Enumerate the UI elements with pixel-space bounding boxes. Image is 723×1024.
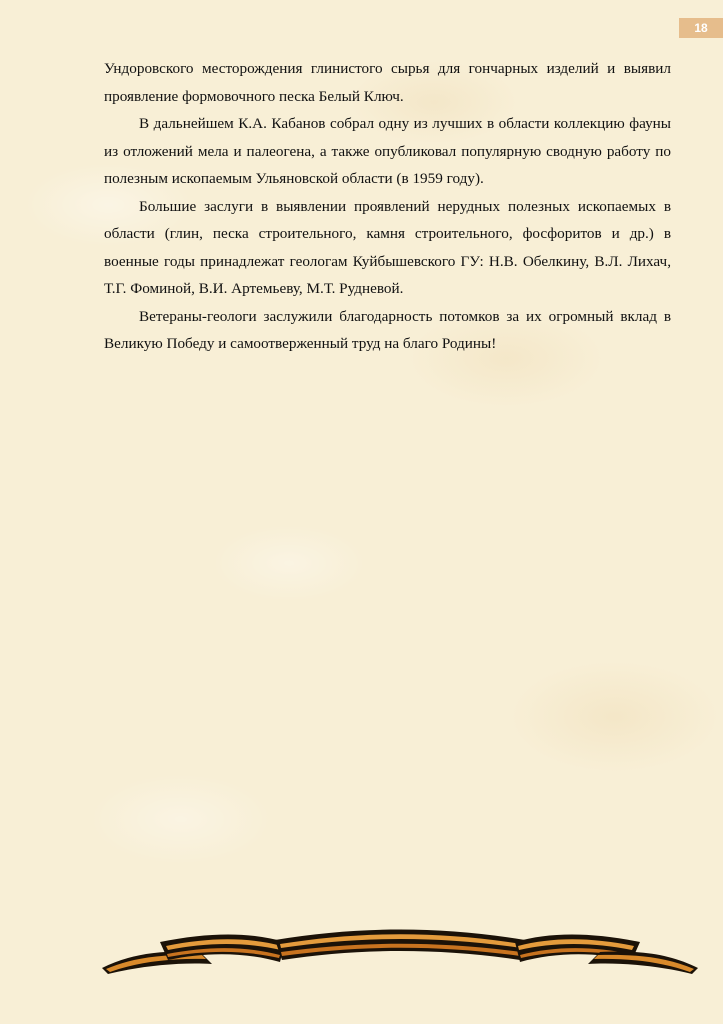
- page-number: 18: [679, 18, 723, 38]
- paragraph-veterans: Ветераны-геологи заслужили благодарность потомков за их огромный вклад в Великую Победу и самоотверженный труд на благо Родины!: [104, 307, 671, 352]
- paragraph-geologists: Большие заслуги в выявлении проявлений нерудных полезных ископаемых в области (глин, песка строительного, камня строительного, фосфоритов и др.) в военные годы принадлежат геологам Куйбышевского ГУ: Н.В. Обелкину, В.Л. Лихач, Т.Г. Фоминой, В.И. Артемьеву, М.Т. Рудневой.: [104, 197, 671, 297]
- st-george-ribbon-icon: [100, 924, 700, 980]
- document-body: [104, 55, 671, 358]
- paragraph-kabanov: В дальнейшем К.А. Кабанов собрал одну из лучших в области коллекцию фауны из отложений мела и палеогена, а также опубликовал популярную сводную работу по полезным ископаемым Ульяновской области (в 1959 году).: [104, 115, 671, 187]
- paragraph-continuation: Ундоровского месторождения глинистого сырья для гончарных изделий и выявил проявление формовочного песка Белый Ключ.: [104, 60, 671, 105]
